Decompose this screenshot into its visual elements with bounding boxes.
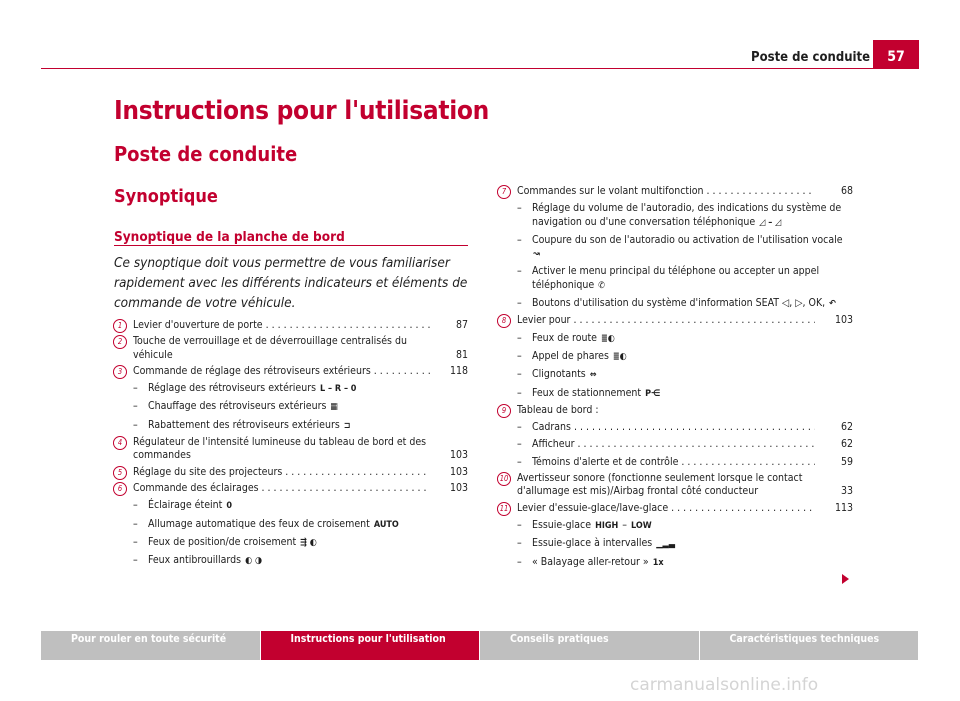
tab-practical-tips[interactable]: Conseils pratiques [480, 631, 699, 660]
back-icon: ↶ [829, 299, 836, 310]
item-number: 11 [497, 502, 511, 516]
list-item [113, 335, 468, 362]
auto-light-icon: AUTO [373, 519, 399, 530]
page-ref[interactable]: 103 [449, 465, 468, 478]
tab-safety[interactable]: Pour rouler en toute sécurité [41, 631, 260, 660]
list-item [497, 314, 853, 400]
sub-item: – Feux de route ≣◐ [517, 332, 853, 346]
fog-light-icon: ◐ ◑ [245, 556, 263, 567]
list-item [497, 185, 853, 311]
sub-item: – Appel de phares ≣◐ [517, 350, 853, 364]
page-ref[interactable]: 81 [455, 348, 468, 361]
footer-tabs [41, 631, 918, 660]
item-number: 2 [113, 335, 127, 349]
mirror-adjust-icon: L – R – 0 [320, 384, 357, 395]
item-number: 3 [113, 365, 127, 379]
item-text: Commande des éclairages . . . [133, 482, 430, 495]
volume-icon: ◿ – ◿ [759, 217, 782, 228]
position-light-icon: ⇶ ◐ [300, 537, 317, 548]
list-item [113, 319, 468, 332]
topic-title: Synoptique de la planche de bord [114, 229, 345, 245]
page-ref[interactable]: 118 [449, 364, 468, 377]
list-item [497, 502, 853, 570]
mirror-fold-icon: ⊐ [343, 420, 351, 431]
voice-icon: ↝ [533, 249, 540, 260]
flash-icon: ≣◐ [612, 351, 627, 362]
item-number: 10 [497, 472, 511, 486]
mirror-heating-icon: ▦ [330, 402, 339, 413]
watermark: carmanualsonline.info [630, 675, 819, 695]
item-text: Régulateur de l'intensité lumineuse du tableau de bord et des commandes [133, 436, 427, 462]
sub-item: – Rabattement des rétroviseurs extérieurs ⊐ [133, 419, 468, 433]
tab-operating-instructions[interactable]: Instructions pour l'utilisation [261, 631, 480, 660]
list-item [497, 472, 853, 499]
header-rule [41, 68, 918, 69]
list-item [113, 436, 468, 463]
sub-item: – Boutons d'utilisation du système d'information SEAT ◁, ▷, OK, ↶ [517, 297, 853, 311]
page-ref[interactable]: 62 [840, 438, 853, 451]
list-item [497, 404, 853, 469]
item-text: Commande de réglage des rétroviseurs extérieurs . . . [133, 365, 430, 378]
left-column [113, 319, 468, 571]
sub-item: – Réglage du volume de l'autoradio, des indications du système de navigation ou d'une conversation téléphonique ◿ – ◿ [517, 202, 853, 230]
item-text: Tableau de bord : [517, 403, 599, 416]
running-title: Poste de conduite [751, 50, 871, 65]
item-text: Commandes sur le volant multifonction . . . [517, 185, 815, 198]
section-title: Poste de conduite [114, 142, 298, 166]
page-ref[interactable]: 103 [449, 449, 468, 462]
sub-item: – Coupure du son de l'autoradio ou activation de l'utilisation vocale ↝ [517, 234, 853, 262]
page-ref[interactable]: 33 [840, 485, 853, 498]
item-number: 7 [497, 185, 511, 199]
wiper-high-icon: HIGH [595, 520, 619, 531]
sub-item: – Essuie-glace à intervalles ▁▂▃ [517, 537, 853, 551]
item-text: Touche de verrouillage et de déverrouillage centralisés du véhicule [133, 335, 407, 361]
sub-item: – Feux antibrouillards ◐ ◑ [133, 554, 468, 568]
light-off-icon: 0 [226, 501, 232, 512]
sub-item: – Essuie-glace HIGH – LOW [517, 519, 853, 533]
item-number: 4 [113, 436, 127, 450]
item-number: 6 [113, 482, 127, 496]
page-ref[interactable]: 113 [834, 501, 853, 514]
sub-item: – Allumage automatique des feux de croisement AUTO [133, 518, 468, 532]
wiper-single-icon: 1x [652, 557, 664, 568]
item-number: 9 [497, 404, 511, 418]
sub-item: – Afficheur . . . 62 [517, 438, 853, 451]
item-number: 1 [113, 319, 127, 333]
sub-item: – Clignotants ⇔ [517, 368, 853, 382]
phone-icon: ✆ [598, 280, 605, 291]
sub-item: – Réglage des rétroviseurs extérieurs L – R – 0 [133, 382, 468, 396]
item-text: Avertisseur sonore (fonctionne seulement lorsque le contact d'allumage est mis)/Airbag frontal côté conducteur [517, 472, 803, 498]
item-number: 8 [497, 314, 511, 328]
page-ref[interactable]: 59 [840, 455, 853, 468]
item-text: Réglage du site des projecteurs . . . [133, 466, 430, 479]
page-number: 57 [873, 40, 919, 69]
continue-arrow-icon [842, 574, 849, 584]
item-text: Levier d'ouverture de porte . . . [133, 319, 430, 332]
intro-text: Ce synoptique doit vous permettre de vous familiariser rapidement avec les différents indicateurs et éléments de commande de votre véhicule. [114, 255, 468, 311]
wiper-low-icon: LOW [631, 520, 652, 531]
turn-signal-icon: ⇔ [589, 370, 597, 381]
page-ref[interactable]: 103 [449, 481, 468, 494]
sub-item: – Témoins d'alerte et de contrôle . . . 59 [517, 456, 853, 469]
sub-item: – Activer le menu principal du téléphone ou accepter un appel téléphonique ✆ [517, 265, 853, 293]
page-ref[interactable]: 68 [840, 185, 853, 197]
list-item [113, 365, 468, 433]
page-ref[interactable]: 103 [834, 314, 853, 327]
item-text: Levier d'essuie-glace/lave-glace . . . [517, 502, 815, 515]
tab-technical-data[interactable]: Caractéristiques techniques [700, 631, 919, 660]
parking-light-icon: P⋲ [645, 388, 661, 399]
chapter-title: Instructions pour l'utilisation [114, 96, 490, 126]
sub-item: – Feux de position/de croisement ⇶ ◐ [133, 536, 468, 550]
page-ref[interactable]: 62 [840, 421, 853, 434]
right-column [497, 185, 853, 573]
item-number: 5 [113, 466, 127, 480]
wiper-interval-icon: ▁▂▃ [656, 539, 675, 550]
sub-item: – Chauffage des rétroviseurs extérieurs ▦ [133, 400, 468, 414]
high-beam-icon: ≣◐ [601, 333, 615, 344]
subsection-title: Synoptique [114, 186, 218, 207]
sub-item: – Feux de stationnement P⋲ [517, 387, 853, 401]
sub-item: – « Balayage aller-retour » 1x [517, 556, 853, 570]
list-item [113, 466, 468, 479]
page-ref[interactable]: 87 [455, 319, 468, 331]
sub-item: – Cadrans . . . 62 [517, 421, 853, 434]
list-item [113, 482, 468, 568]
topic-rule [114, 245, 468, 246]
item-text: Levier pour . . . [517, 314, 815, 327]
sub-item: – Éclairage éteint 0 [133, 499, 468, 513]
